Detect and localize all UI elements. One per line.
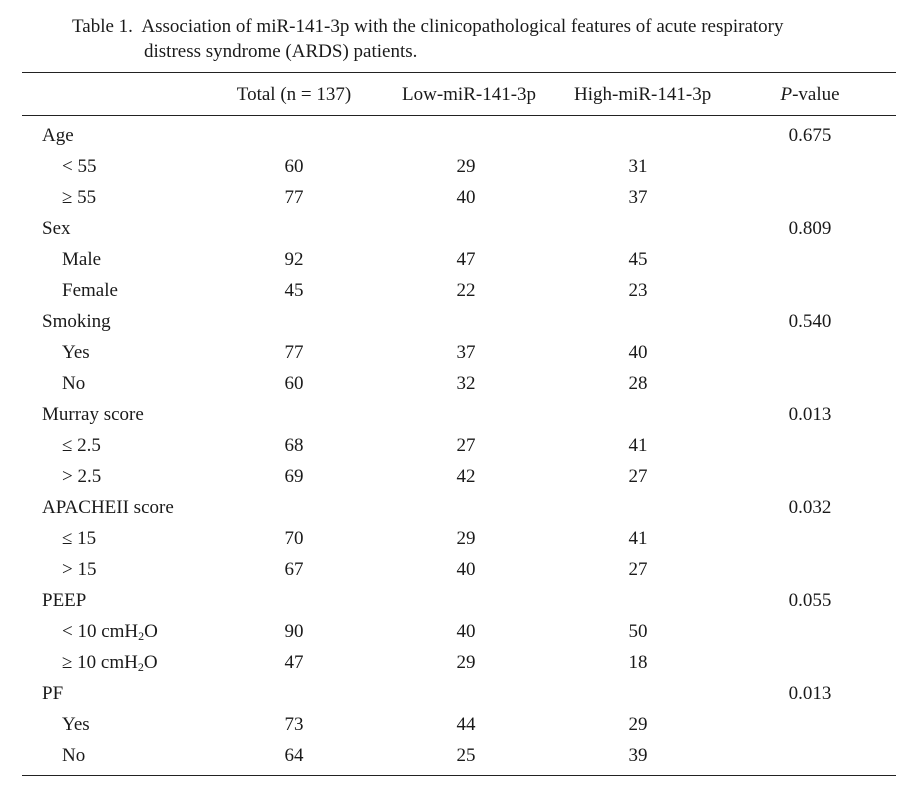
high-mir-cell: 45 <box>628 249 648 270</box>
total-cell: 64 <box>284 745 304 766</box>
row-label-text: Sex <box>42 218 71 239</box>
table-row <box>0 744 919 775</box>
p-value-cell: 0.675 <box>788 125 832 146</box>
header-p-rest: -value <box>792 84 840 105</box>
row-label <box>62 465 101 489</box>
row-label-text: < 10 cmH <box>62 621 139 642</box>
header-p-value <box>752 83 868 107</box>
total-cell: 90 <box>284 621 304 642</box>
low-mir-cell: 40 <box>456 621 476 642</box>
group-label <box>42 403 144 427</box>
p-value-cell: 0.055 <box>788 590 832 611</box>
low-mir-cell: 42 <box>456 466 476 487</box>
row-label-text: Murray score <box>42 404 144 425</box>
row-label-text: No <box>62 745 86 766</box>
low-mir-cell: 47 <box>456 249 476 270</box>
p-value-cell: 0.013 <box>788 404 832 425</box>
group-label <box>42 589 86 613</box>
table-group-row <box>0 403 919 434</box>
high-mir-cell: 37 <box>628 187 648 208</box>
table-row <box>0 713 919 744</box>
high-mir-cell: 27 <box>628 466 648 487</box>
row-label-text: < 55 <box>62 156 97 177</box>
low-mir-cell: 29 <box>456 652 476 673</box>
total-cell: 60 <box>284 156 304 177</box>
row-label <box>62 372 85 396</box>
table-row <box>0 279 919 310</box>
row-label-text: Female <box>62 280 118 301</box>
total-cell: 47 <box>284 652 304 673</box>
table-row <box>0 527 919 558</box>
row-label-tail: O <box>144 621 158 642</box>
high-mir-cell: 28 <box>628 373 648 394</box>
p-value-cell: 0.013 <box>788 683 832 704</box>
row-label-text: > 2.5 <box>62 466 102 487</box>
low-mir-cell: 29 <box>456 156 476 177</box>
row-label-text: > 15 <box>62 559 97 580</box>
row-label <box>62 713 90 737</box>
low-mir-cell: 22 <box>456 280 476 301</box>
high-mir-cell: 41 <box>628 435 648 456</box>
bottom-rule <box>22 775 896 776</box>
row-label <box>62 527 96 551</box>
group-label <box>42 496 174 520</box>
table-row <box>0 620 919 651</box>
row-label <box>62 279 118 303</box>
table-caption <box>72 14 892 64</box>
row-label-text: Yes <box>62 714 90 735</box>
total-cell: 68 <box>284 435 304 456</box>
row-label-text: Yes <box>62 342 90 363</box>
row-label-text: PEEP <box>42 590 87 611</box>
high-mir-cell: 41 <box>628 528 648 549</box>
low-mir-cell: 40 <box>456 187 476 208</box>
total-cell: 69 <box>284 466 304 487</box>
low-mir-cell: 32 <box>456 373 476 394</box>
row-label-tail: O <box>143 652 158 673</box>
header-high-mir: High-miR-141-3p <box>574 84 712 105</box>
row-label-text: ≥ 55 <box>62 187 97 208</box>
caption-line-1: Association of miR-141-3p with the clinicopathological features of acute respiratory <box>141 16 784 37</box>
row-label-text: ≥ 10 cmH <box>62 652 138 673</box>
low-mir-cell: 37 <box>456 342 476 363</box>
total-cell: 70 <box>284 528 304 549</box>
group-label <box>42 217 71 241</box>
high-mir-cell: 18 <box>628 652 648 673</box>
table-row <box>0 558 919 589</box>
high-mir-cell: 50 <box>628 621 648 642</box>
high-mir-cell: 23 <box>628 280 648 301</box>
table-row <box>0 186 919 217</box>
low-mir-cell: 27 <box>456 435 476 456</box>
row-label-text: Male <box>62 249 102 270</box>
row-label-text: APACHEII score <box>42 497 174 518</box>
table-row <box>0 434 919 465</box>
row-label <box>62 341 90 365</box>
table-group-row <box>0 217 919 248</box>
row-label <box>62 651 158 675</box>
row-label-text: ≤ 2.5 <box>62 435 101 456</box>
table-group-row <box>0 124 919 155</box>
row-label <box>62 186 96 210</box>
low-mir-cell: 40 <box>456 559 476 580</box>
caption-label: Table 1. <box>72 16 133 37</box>
row-label-text: Age <box>42 125 74 146</box>
total-cell: 60 <box>284 373 304 394</box>
row-label-text: No <box>62 373 86 394</box>
table-row <box>0 651 919 682</box>
high-mir-cell: 29 <box>628 714 648 735</box>
high-mir-cell: 27 <box>628 559 648 580</box>
high-mir-cell: 39 <box>628 745 648 766</box>
row-label <box>62 155 96 179</box>
header-rule <box>22 115 896 116</box>
total-cell: 77 <box>284 342 304 363</box>
low-mir-cell: 44 <box>456 714 476 735</box>
total-cell: 67 <box>284 559 304 580</box>
row-label <box>62 620 158 644</box>
row-label-text: PF <box>42 683 64 704</box>
row-label-subscript: 2 <box>137 660 144 674</box>
table-group-row <box>0 682 919 713</box>
header-total: Total (n = 137) <box>236 84 352 105</box>
total-cell: 77 <box>284 187 304 208</box>
total-cell: 92 <box>284 249 304 270</box>
row-label <box>62 558 96 582</box>
table-row <box>0 248 919 279</box>
header-p-italic: P <box>780 84 793 105</box>
p-value-cell: 0.032 <box>788 497 832 518</box>
table-group-row <box>0 496 919 527</box>
group-label <box>42 310 111 334</box>
p-value-cell: 0.809 <box>788 218 832 239</box>
total-cell: 73 <box>284 714 304 735</box>
row-label <box>62 434 101 458</box>
table-row <box>0 372 919 403</box>
row-label <box>62 744 85 768</box>
high-mir-cell: 40 <box>628 342 648 363</box>
high-mir-cell: 31 <box>628 156 648 177</box>
table-group-row <box>0 310 919 341</box>
table-row <box>0 465 919 496</box>
header-low-mir: Low-miR-141-3p <box>402 84 537 105</box>
table-row <box>0 341 919 372</box>
table-row <box>0 155 919 186</box>
caption-line-2: distress syndrome (ARDS) patients. <box>144 41 418 62</box>
low-mir-cell: 25 <box>456 745 476 766</box>
p-value-cell: 0.540 <box>788 311 832 332</box>
group-label <box>42 124 74 148</box>
row-label-subscript: 2 <box>138 629 145 643</box>
top-rule <box>22 72 896 73</box>
total-cell: 45 <box>284 280 304 301</box>
low-mir-cell: 29 <box>456 528 476 549</box>
table-group-row <box>0 589 919 620</box>
row-label-text: ≤ 15 <box>62 528 97 549</box>
group-label <box>42 682 63 706</box>
row-label-text: Smoking <box>42 311 111 332</box>
row-label <box>62 248 101 272</box>
